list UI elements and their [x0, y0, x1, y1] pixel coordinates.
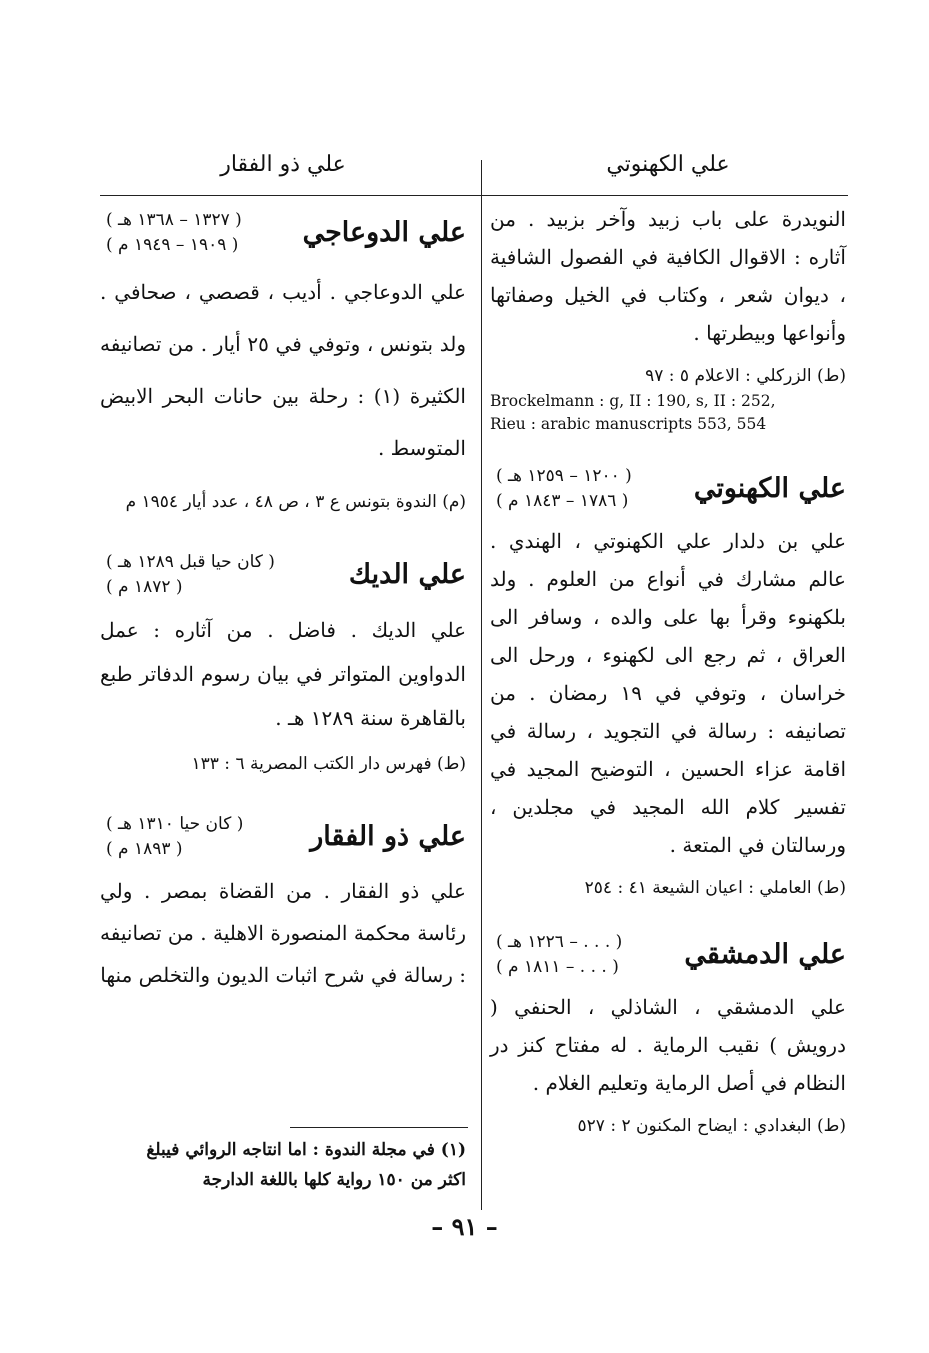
entry-kahnawti: [490, 464, 846, 902]
entry-dates: [100, 208, 242, 258]
entry-heading: [490, 464, 846, 514]
footnote-line-2: اكثر من ١٥٠ رواية كلها باللغة الدارجة: [202, 1170, 466, 1190]
entry-dimashqi: [490, 930, 846, 1140]
dates-gregorian: ( ١٧٨٦ – ١٨٤٣ م ): [496, 491, 629, 511]
latin-reference-2: Rieu : arabic manuscripts 553, 554: [490, 415, 767, 433]
footnote-line-1: (١) في مجلة الندوة : اما انتاجه الروائي فيبلغ: [146, 1140, 466, 1160]
entry-heading: [100, 208, 466, 258]
continuation-text: النويدرة على باب زبيد وآخر بزبيد . من آثاره : الاقوال الكافية في الفصول الشافية ، ديوان شعر ، وكتاب في الخيل وصفاتها وأنواعها وبيطرتها .: [490, 207, 846, 345]
dates-gregorian: ( . . . – ١٨١١ م ): [496, 957, 619, 977]
column-divider: [481, 160, 482, 1210]
footnote-rule: [290, 1127, 468, 1128]
entry-reference: (ط) فهرس دار الكتب المصرية ٦ : ١٣٣: [191, 754, 466, 774]
page-number: – ٩١ –: [431, 1212, 498, 1241]
entry-name: علي الدمشقي: [684, 939, 846, 970]
entry-name: علي ذو الفقار: [310, 821, 466, 852]
entry-reference: (ط) البغدادي : ايضاح المكنون ٢ : ٥٢٧: [577, 1116, 846, 1136]
entry-name: علي الدوعاجي: [302, 217, 466, 248]
entry-dates: [490, 464, 632, 514]
entry-dates: [100, 550, 275, 600]
running-header-left: علي ذو الفقار: [220, 152, 346, 177]
dates-gregorian: ( ١٩٠٩ – ١٩٤٩ م ): [106, 235, 239, 255]
entry-dik: [100, 550, 466, 778]
dates-gregorian: ( ١٨٩٣ م ): [106, 839, 183, 859]
left-column: [100, 200, 466, 996]
dates-hijri: ( كان حيا ١٣١٠ هـ ): [106, 814, 244, 834]
entry-dawaji: [100, 208, 466, 516]
entry-text: علي الدوعاجي . أديب ، قصصي ، صحافي . ولد بتونس ، وتوفي في ٢٥ أيار . من تصانيفه الكثيرة (١) : رحلة بين حانات البحر الابيض المتوسط .: [100, 280, 466, 460]
right-column: [490, 200, 846, 1140]
entry-text: علي الديك . فاضل . من آثاره : عمل الدواوين المتواتر في بيان رسوم الدفاتر طبع بالقاهرة سنة ١٢٨٩ هـ .: [100, 618, 466, 730]
running-header-right: علي الكهنوتي: [606, 152, 730, 177]
entry-text: علي الدمشقي ، الشاذلي ، الحنفي ( درويش ) نقيب الرماية . له مفتاح كنز در النظام في أصل الرماية وتعليم الغلام .: [490, 995, 846, 1095]
dates-hijri: ( ١٣٢٧ – ١٣٦٨ هـ ): [106, 210, 242, 230]
entry-reference: (ط) العاملي : اعيان الشيعة ٤١ : ٢٥٤: [584, 878, 846, 898]
entry-dates: [490, 930, 622, 980]
entry-heading: [490, 930, 846, 980]
entry-reference: (م) الندوة بتونس ع ٣ ، ص ٤٨ ، عدد أيار ١٩٥٤ م: [125, 492, 466, 512]
entry-text: علي بن دلدار علي الكهنوتي ، الهندي . عالم مشارك في أنواع من العلوم . ولد بلكهنوء وقرأ بها على والده ، وسافر الى العراق ، ثم رجع الى لكهنوء ، ورحل الى خراسان ، وتوفي في ١٩ رمضان . من تصانيفه : رسالة في التجويد ، رسالة في اقامة عزاء الحسين ، التوضيح المجيد في تفسير كلام الله المجيد في مجلدين ، ورسالتان في المتعة .: [490, 529, 846, 857]
latin-reference-1: Brockelmann : g, II : 190, s, II : 252,: [490, 392, 776, 410]
dates-hijri: ( ١٢٠٠ – ١٢٥٩ هـ ): [496, 466, 632, 486]
entry-text: علي ذو الفقار . من القضاة بمصر . ولي رئاسة محكمة المنصورة الاهلية . من تصانيفه : رسالة في شرح اثبات الديون والتخلص منها: [100, 879, 466, 987]
continuation-reference: (ط) الزركلي : الاعلام ٥ : ٩٧: [645, 366, 846, 386]
entry-name: علي الكهنوتي: [693, 473, 846, 504]
footnote: [100, 1135, 466, 1195]
entry-dhu-al-fiqar: [100, 812, 466, 996]
entry-heading: [100, 812, 466, 862]
dates-hijri: ( . . . – ١٢٢٦ هـ ): [496, 932, 623, 952]
entry-dates: [100, 812, 243, 862]
dates-gregorian: ( ١٨٧٢ م ): [106, 577, 183, 597]
dates-hijri: ( كان حيا قبل ١٢٨٩ هـ ): [106, 552, 275, 572]
header-rule: [100, 195, 848, 196]
entry-name: علي الديك: [348, 559, 466, 590]
entry-heading: [100, 550, 466, 600]
